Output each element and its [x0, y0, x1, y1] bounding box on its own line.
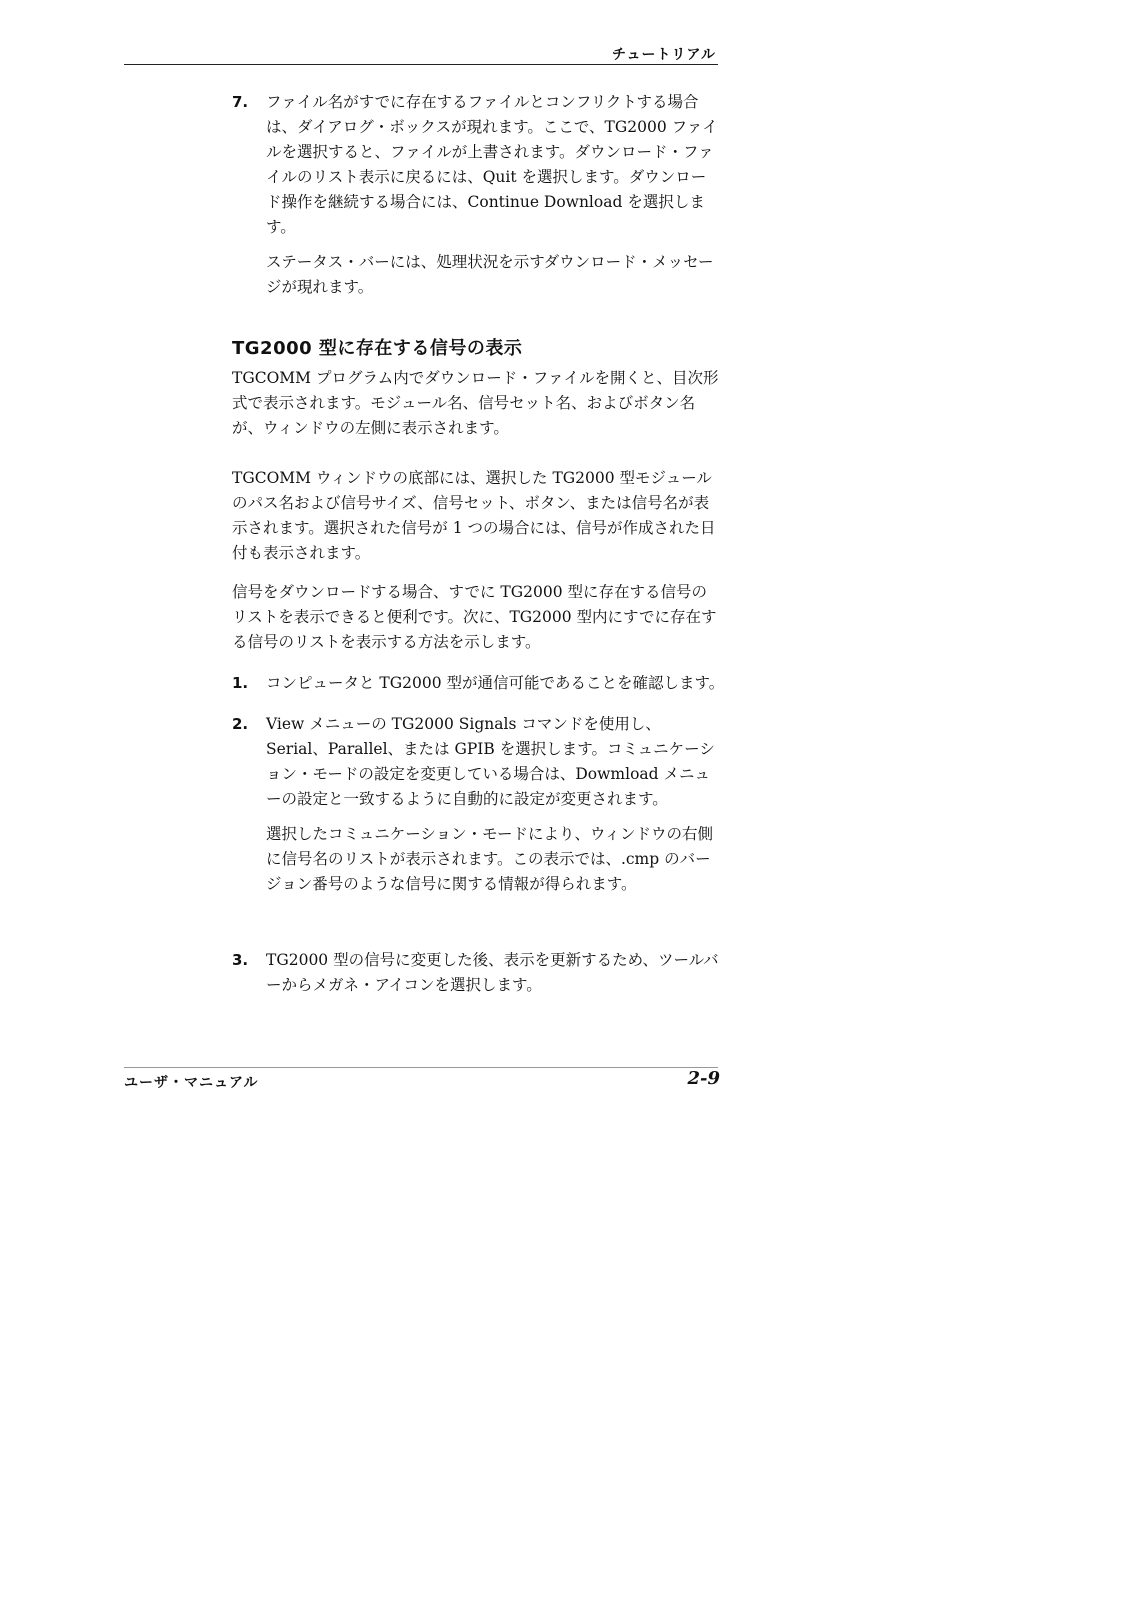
paragraph-1: TGCOMM プログラム内でダウンロード・ファイルを開くと、目次形式で表示されます。モジュール名、信号セット名、およびボタン名が、ウィンドウの左側に表示されます。 — [232, 369, 719, 437]
step-1 — [232, 671, 752, 696]
step-text: View メニューの TG2000 Signals コマンドを使用し、Serial、Parallel、または GPIB を選択します。コミュニケーション・モードの設定を変更している場合は、Dowmload メニューの設定と一致するように自動的に設定が変更されます。 — [266, 715, 715, 808]
paragraph-2: TGCOMM ウィンドウの底部には、選択した TG2000 型モジュールのパス名および信号サイズ、信号セット、ボタン、または信号名が表示されます。選択された信号が 1 つの場合には、信号が作成された日付も表示されます。 — [232, 469, 716, 562]
paragraph-3: 信号をダウンロードする場合、すでに TG2000 型に存在する信号のリストを表示できると便利です。次に、TG2000 型内にすでに存在する信号のリストを表示する方法を示します。 — [232, 583, 717, 651]
step-number: 7. — [232, 93, 249, 111]
step-7 — [232, 90, 720, 300]
step-note: ステータス・バーには、処理状況を示すダウンロード・メッセージが現れます。 — [266, 253, 714, 296]
section-heading: TG2000 型に存在する信号の表示 — [232, 338, 523, 359]
step-number: 2. — [232, 715, 249, 733]
running-head: チュートリアル — [611, 47, 716, 63]
step-text: TG2000 型の信号に変更した後、表示を更新するため、ツールバーからメガネ・アイコンを選択します。 — [266, 951, 719, 994]
page-number: 2-9 — [687, 1068, 720, 1089]
step-note: 選択したコミュニケーション・モードにより、ウィンドウの右側に信号名のリストが表示されます。この表示では、.cmp のバージョン番号のような信号に関する情報が得られます。 — [266, 825, 714, 893]
step-2 — [232, 712, 720, 897]
step-number: 1. — [232, 674, 249, 692]
step-text: ファイル名がすでに存在するファイルとコンフリクトする場合は、ダイアログ・ボックスが現れます。ここで、TG2000 ファイルを選択すると、ファイルが上書されます。ダウンロード・ファイルのリスト表示に戻るには、Quit を選択します。ダウンロード操作を継続する場合には、Continue Download を選択します。 — [266, 93, 718, 236]
footer-title: ユーザ・マニュアル — [124, 1075, 259, 1091]
step-3 — [232, 948, 720, 998]
header-rule — [124, 64, 718, 65]
footer-rule — [124, 1067, 718, 1068]
step-number: 3. — [232, 951, 249, 969]
step-text: コンピュータと TG2000 型が通信可能であることを確認します。 — [266, 674, 725, 692]
